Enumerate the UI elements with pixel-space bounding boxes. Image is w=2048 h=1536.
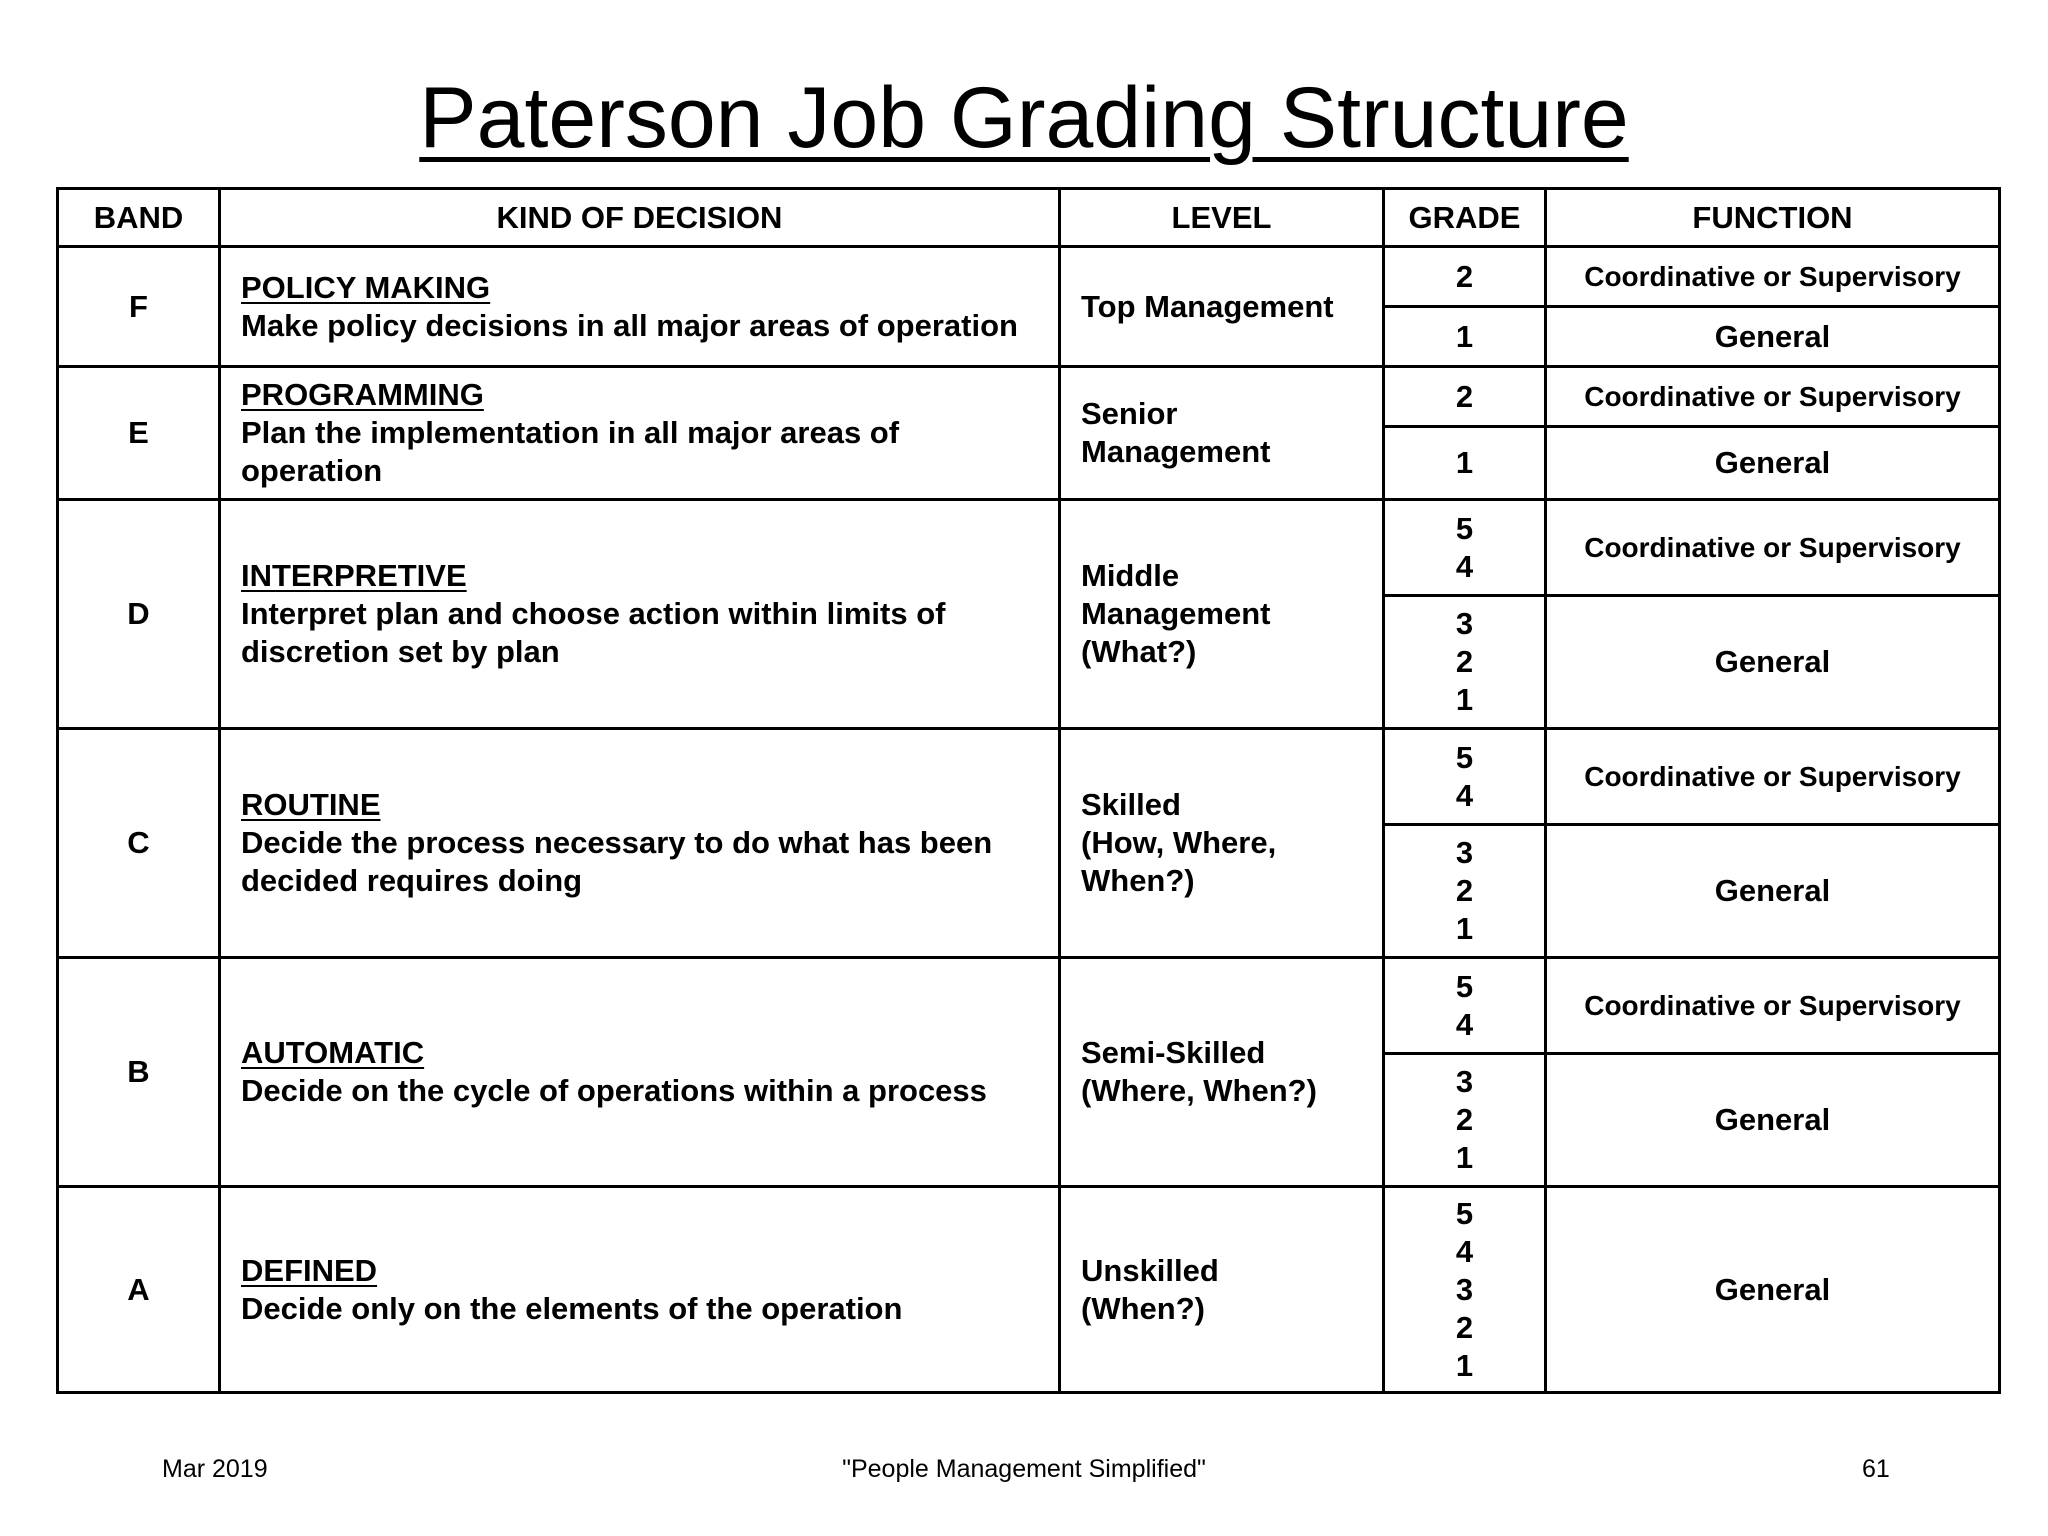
grade-cell — [1384, 427, 1546, 500]
decision-description: Decide the process necessary to do what has been decided requires doing — [241, 825, 993, 898]
grade-cell — [1384, 729, 1546, 825]
table-row — [58, 500, 2000, 596]
function-cell: General — [1546, 1054, 2000, 1187]
header-function: FUNCTION — [1546, 189, 2000, 247]
kind-of-decision-cell — [220, 1187, 1060, 1393]
level-cell: Middle Management (What?) — [1060, 500, 1384, 729]
table-row — [58, 958, 2000, 1054]
function-cell: General — [1546, 596, 2000, 729]
function-cell: Coordinative or Supervisory — [1546, 367, 2000, 427]
grade-number: 3 — [1455, 1064, 1474, 1099]
band-cell: D — [58, 500, 220, 729]
grade-number: 4 — [1455, 548, 1474, 584]
kind-of-decision-cell — [220, 958, 1060, 1187]
header-band: BAND — [58, 189, 220, 247]
grade-number: 3 — [1455, 606, 1474, 641]
grade-number: 2 — [1455, 378, 1474, 414]
function-cell: Coordinative or Supervisory — [1546, 247, 2000, 307]
grade-number: 2 — [1455, 258, 1474, 294]
function-cell: Coordinative or Supervisory — [1546, 500, 2000, 596]
grade-cell — [1384, 1054, 1546, 1187]
footer-source: "People Management Simplified" — [842, 1455, 1206, 1483]
level-cell: Skilled (How, Where, When?) — [1060, 729, 1384, 958]
grade-number: 2 — [1455, 1102, 1474, 1137]
decision-description: Decide only on the elements of the operation — [241, 1290, 903, 1326]
band-cell: A — [58, 1187, 220, 1393]
table-row — [58, 1187, 2000, 1393]
grade-cell — [1384, 596, 1546, 729]
grade-cell — [1384, 367, 1546, 427]
grade-number: 1 — [1455, 318, 1474, 354]
grade-cell — [1384, 500, 1546, 596]
band-cell: F — [58, 247, 220, 367]
function-cell: General — [1546, 427, 2000, 500]
kind-of-decision-cell — [220, 729, 1060, 958]
grade-number: 5 — [1455, 739, 1474, 775]
band-cell: C — [58, 729, 220, 958]
grade-cell — [1384, 1187, 1546, 1393]
grade-number: 1 — [1455, 911, 1474, 946]
function-cell: Coordinative or Supervisory — [1546, 729, 2000, 825]
grade-number: 3 — [1455, 835, 1474, 870]
decision-description: Make policy decisions in all major areas of operation — [241, 307, 1018, 343]
grade-number: 2 — [1455, 644, 1474, 679]
level-cell: Semi-Skilled (Where, When?) — [1060, 958, 1384, 1187]
page-title — [0, 68, 2048, 168]
decision-heading: AUTOMATIC — [241, 1035, 425, 1070]
grade-number: 5 — [1455, 968, 1474, 1004]
kind-of-decision-cell — [220, 500, 1060, 729]
header-kind: KIND OF DECISION — [220, 189, 1060, 247]
decision-heading: ROUTINE — [241, 787, 381, 822]
header-row — [58, 189, 2000, 247]
grading-table — [56, 187, 2001, 1394]
decision-heading: POLICY MAKING — [241, 269, 491, 305]
function-cell: General — [1546, 1187, 2000, 1393]
function-cell: General — [1546, 307, 2000, 367]
band-cell: E — [58, 367, 220, 500]
table-row — [58, 729, 2000, 825]
kind-of-decision-cell — [220, 367, 1060, 500]
grade-cell — [1384, 958, 1546, 1054]
header-level: LEVEL — [1060, 189, 1384, 247]
grade-number: 4 — [1455, 1006, 1474, 1042]
level-cell: Senior Management — [1060, 367, 1384, 500]
grade-number: 3 — [1455, 1271, 1474, 1307]
grade-number: 4 — [1455, 1233, 1474, 1269]
grading-table-body — [58, 247, 2000, 1393]
grade-cell — [1384, 825, 1546, 958]
grade-number: 2 — [1455, 1309, 1474, 1345]
function-cell: General — [1546, 825, 2000, 958]
grade-number: 1 — [1455, 1140, 1474, 1175]
page-title-text: Paterson Job Grading Structure — [419, 70, 1629, 166]
header-grade: GRADE — [1384, 189, 1546, 247]
level-cell: Top Management — [1060, 247, 1384, 367]
footer-date: Mar 2019 — [162, 1455, 268, 1483]
grade-number: 1 — [1455, 682, 1474, 717]
kind-of-decision-cell — [220, 247, 1060, 367]
table-row — [58, 247, 2000, 307]
grade-number: 2 — [1455, 873, 1474, 908]
table-row — [58, 367, 2000, 427]
grade-number: 1 — [1455, 445, 1474, 480]
decision-description: Plan the implementation in all major areas of operation — [241, 415, 900, 488]
decision-heading: PROGRAMMING — [241, 377, 484, 412]
decision-description: Decide on the cycle of operations within a process — [241, 1073, 987, 1108]
level-cell: Unskilled (When?) — [1060, 1187, 1384, 1393]
decision-heading: DEFINED — [241, 1252, 378, 1288]
grade-number: 4 — [1455, 777, 1474, 813]
band-cell: B — [58, 958, 220, 1187]
decision-heading: INTERPRETIVE — [241, 558, 467, 593]
grade-cell — [1384, 307, 1546, 367]
function-cell: Coordinative or Supervisory — [1546, 958, 2000, 1054]
footer-page-number: 61 — [1862, 1455, 1890, 1483]
grade-cell — [1384, 247, 1546, 307]
grade-number: 5 — [1455, 510, 1474, 546]
grade-number: 1 — [1455, 1347, 1474, 1383]
grade-number: 5 — [1455, 1195, 1474, 1231]
decision-description: Interpret plan and choose action within limits of discretion set by plan — [241, 596, 946, 669]
